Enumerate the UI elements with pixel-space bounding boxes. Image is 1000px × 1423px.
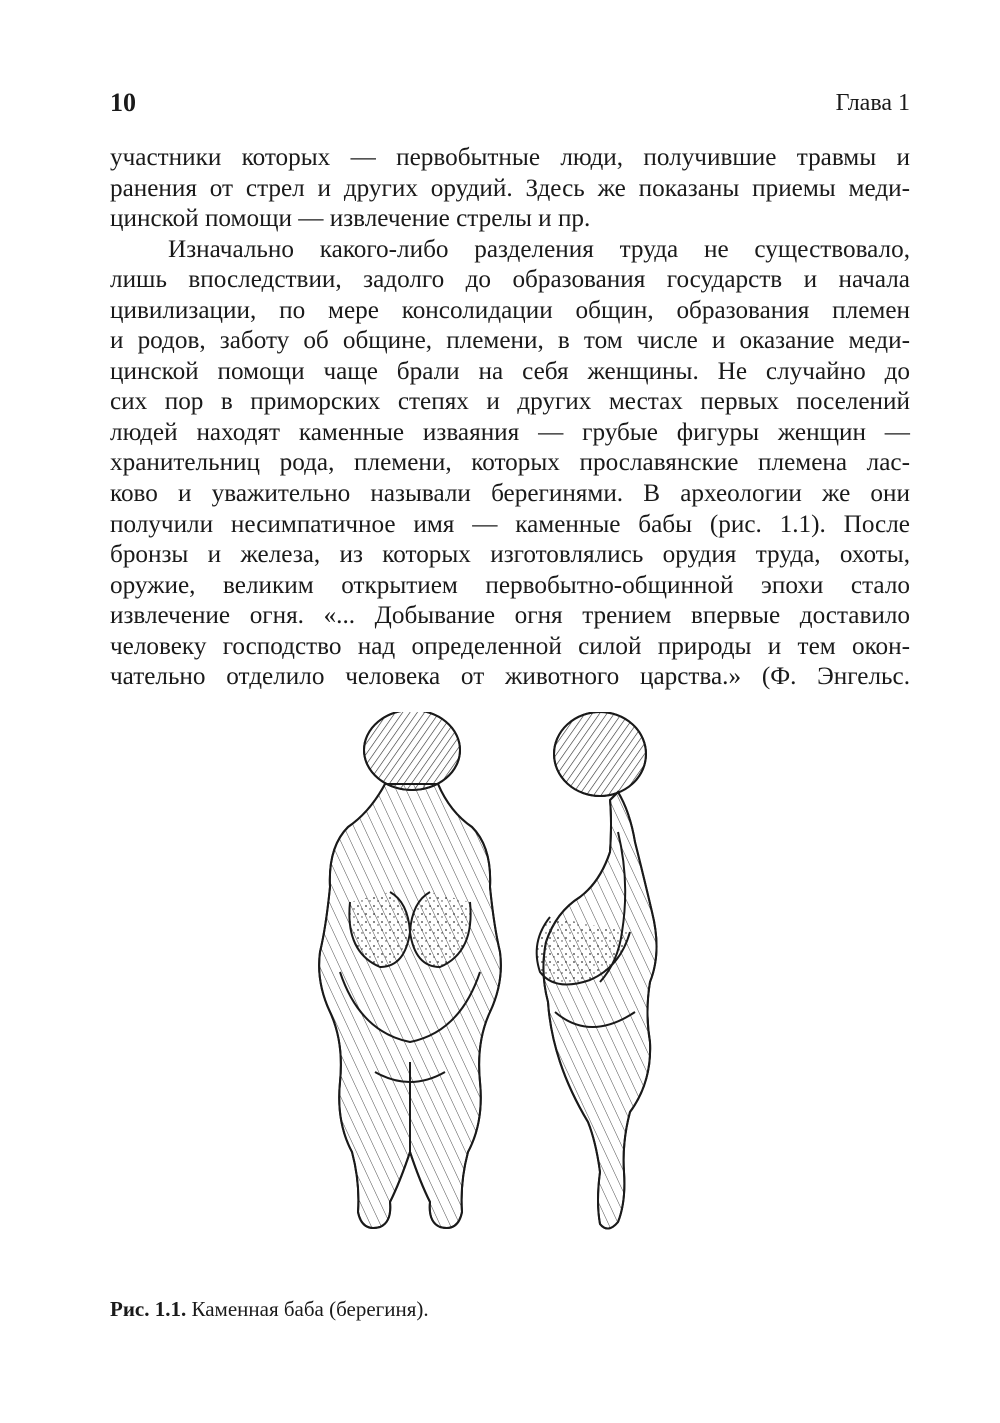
text-line: участники которых — первобытные люди, получившие травмы и xyxy=(110,144,910,171)
text-line: бронзы и железа, из которых изготовлялись орудия труда, охоты, xyxy=(110,541,910,569)
figurine-drawing xyxy=(300,712,700,1244)
text-line: сих пор в приморских степях и других местах первых поселений xyxy=(110,388,910,416)
text-line: чательно отделило человека от животного царства.» (Ф. Энгельс. xyxy=(110,663,910,691)
figure-caption xyxy=(110,1296,429,1322)
text-line: человеку господство над определенной силой природы и тем окон- xyxy=(110,632,910,660)
text-line: цинской помощи чаще брали на себя женщины. Не случайно до xyxy=(110,357,910,385)
text-line: и родов, заботу об общине, племени, в том числе и оказание меди- xyxy=(110,327,910,355)
figure-caption-text: Каменная баба (берегиня). xyxy=(186,1297,429,1321)
figurine-front-view xyxy=(319,712,501,1228)
text-line: ранения от стрел и других орудий. Здесь же показаны приемы меди- xyxy=(110,174,910,202)
text-line: людей находят каменные изваяния — грубые фигуры женщин — xyxy=(110,418,910,446)
text-line: получили несимпатичное имя — каменные бабы (рис. 1.1). После xyxy=(110,510,910,538)
text-line: Изначально какого-либо разделения труда не существовало, xyxy=(168,235,910,263)
page-number: 10 xyxy=(110,88,136,117)
text-line: оружие, великим открытием первобытно-общинной эпохи стало xyxy=(110,571,910,599)
text-line: лишь впоследствии, задолго до образования государств и начала xyxy=(110,266,910,294)
text-line: цинской помощи — извлечение стрелы и пр. xyxy=(110,205,591,233)
running-header-chapter: Глава 1 xyxy=(835,90,910,116)
figurine-side-view xyxy=(537,712,657,1229)
text-line: хранительниц рода, племени, которых прославянские племена лас- xyxy=(110,449,910,477)
text-line: цивилизации, по мере консолидации общин, образования племен xyxy=(110,296,910,324)
text-line: ково и уважительно называли берегинями. В археологии же они xyxy=(110,480,910,508)
figure-stone-statue-illustration xyxy=(300,712,700,1244)
body-text xyxy=(110,143,910,693)
text-line: извлечение огня. «... Добывание огня трением впервые доставило xyxy=(110,602,910,630)
figure-caption-label: Рис. 1.1. xyxy=(110,1297,187,1321)
